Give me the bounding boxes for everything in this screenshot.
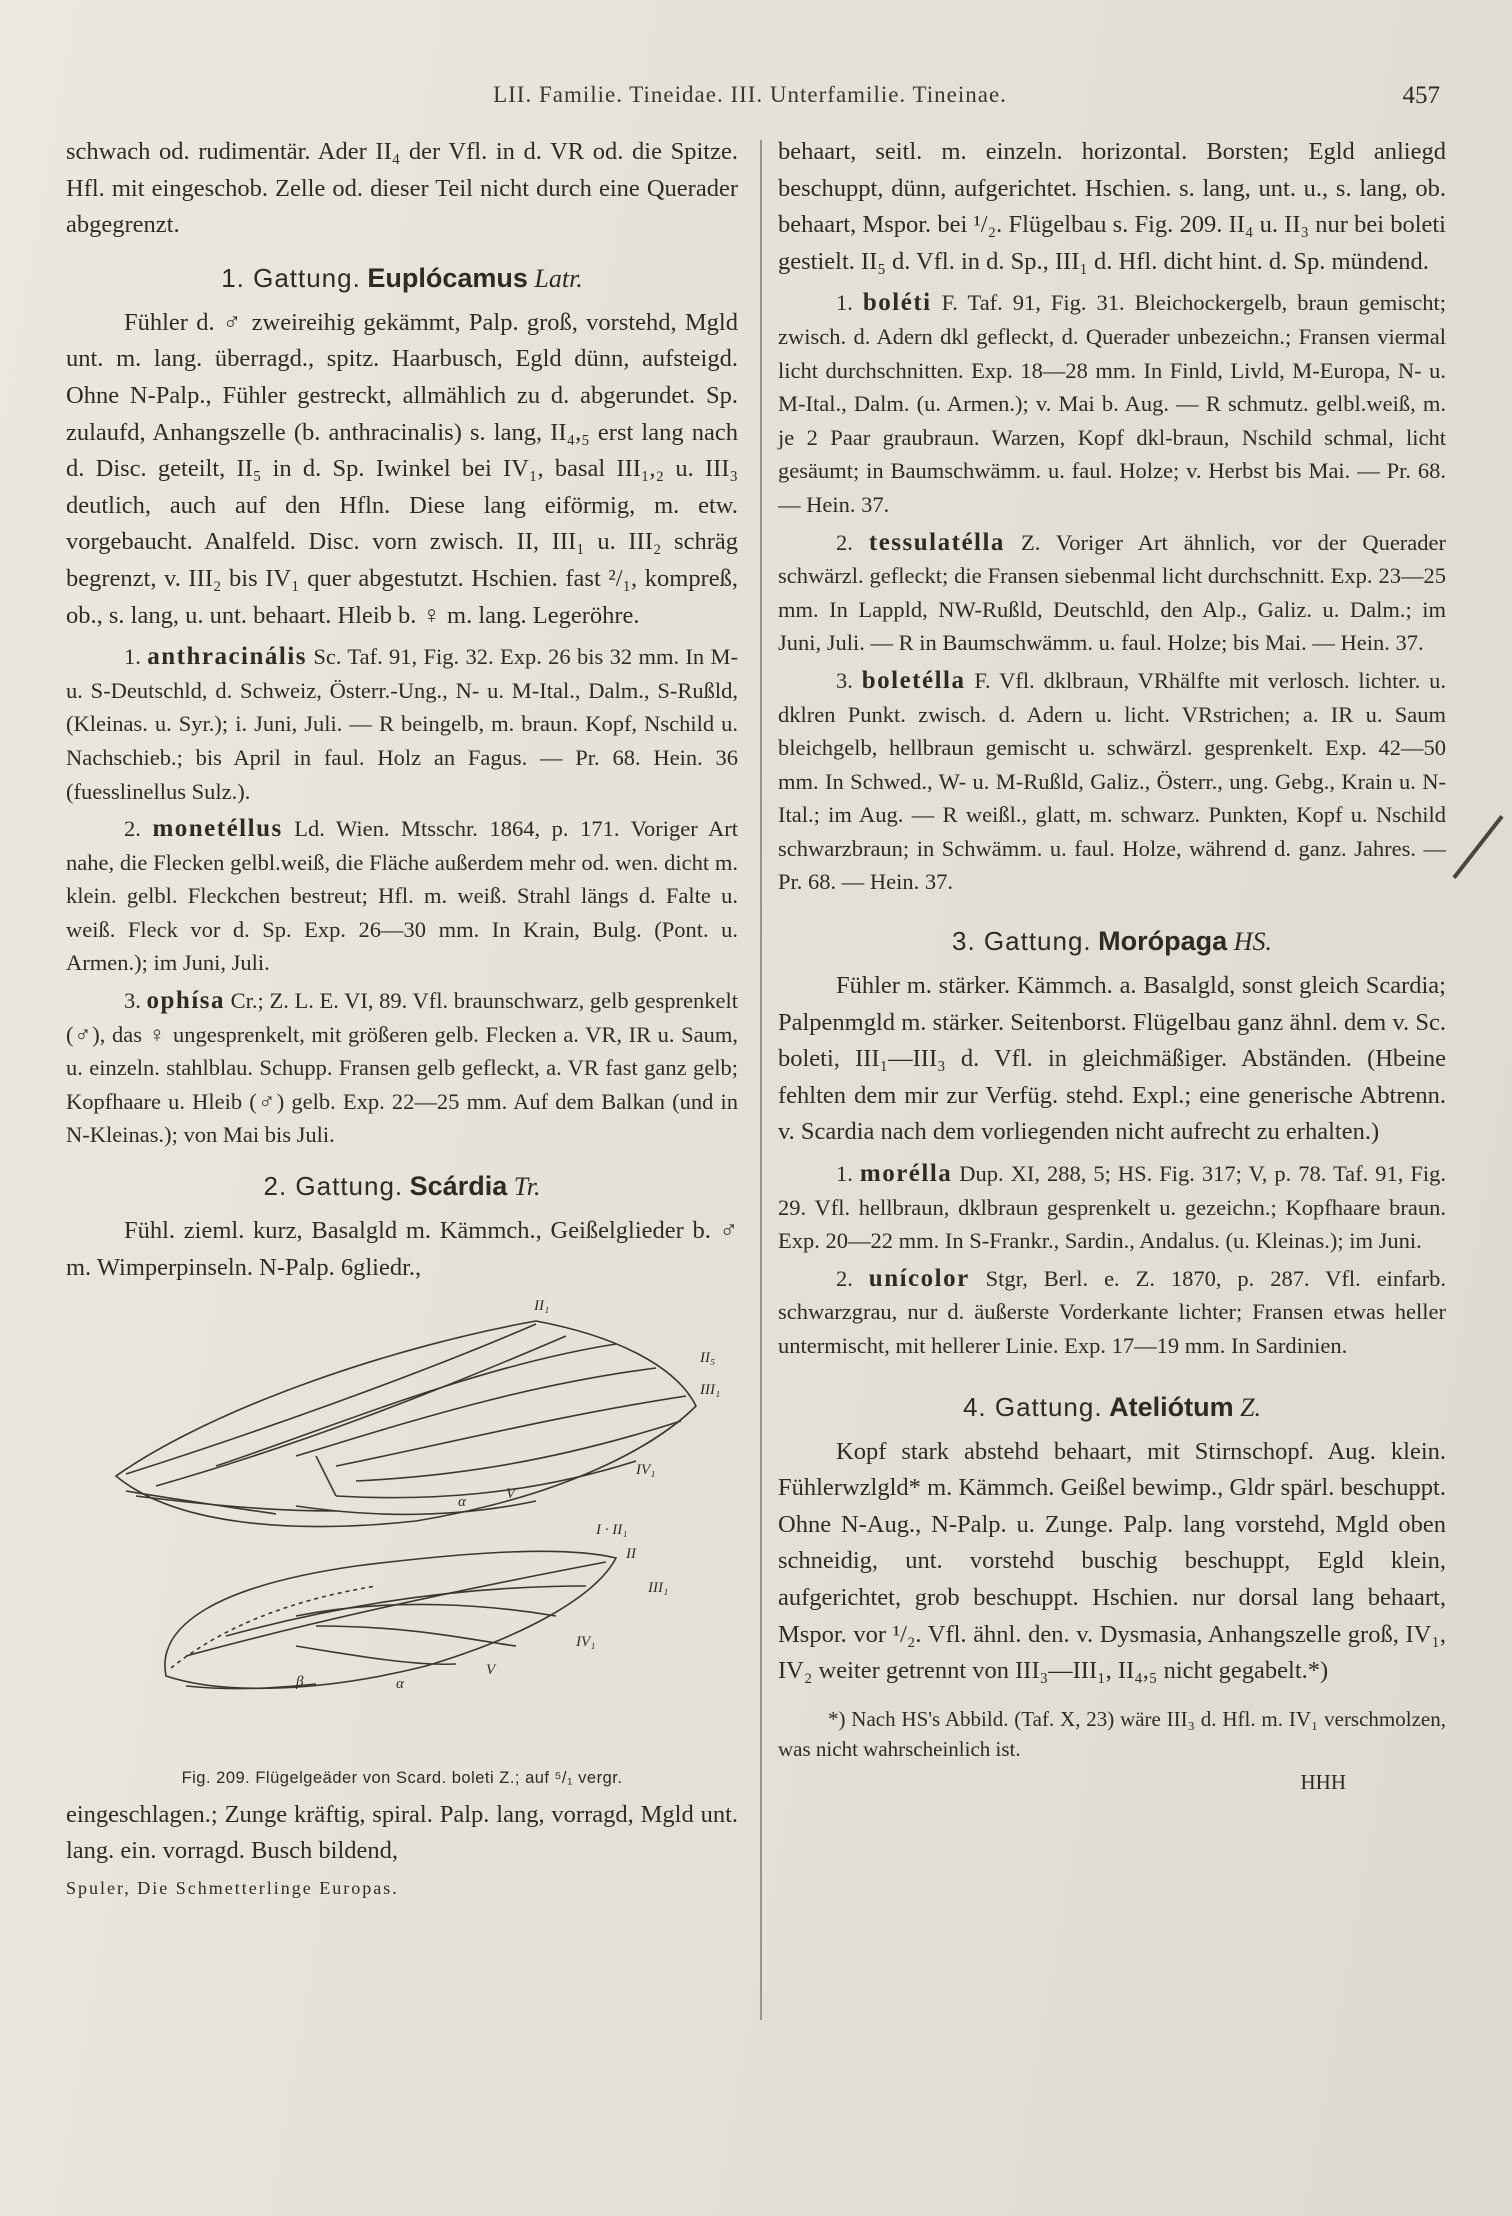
book-footer: Spuler, Die Schmetterlinge Europas. <box>66 1878 399 1898</box>
signature-mark: HHH <box>1300 1769 1346 1794</box>
genus-name: Morópaga <box>1098 926 1228 957</box>
genus-author: Z. <box>1240 1392 1262 1422</box>
species-number: 3. <box>124 988 141 1014</box>
species-number: 1. <box>836 290 853 316</box>
pencil-mark <box>1452 815 1503 879</box>
genus-author: Latr. <box>534 263 583 293</box>
running-title: LII. Familie. Tineidae. III. Unterfamilie. Tineinae. <box>493 82 1007 107</box>
genus-description: Kopf stark abstehd behaart, mit Stirnschopf. Aug. klein. Fühlerwzlgld* m. Kämmch. Geißel bewimp., Gldr spärl. beschuppt. Ohne N-Aug., N-Palp. u. Zunge. Palp. lang vorstehd, Mgld oben schneidig, unt. vorstehd buschig beschuppt, Egld klein, aufgerichtet, grob beschuppt. Hschien. nur dorsal lang behaart, Mspor. vor ¹/₂. Vfl. ähnl. den. v. Dysmasia, Anhangszelle groß, IV₁, IV₂ weiter getrennt von III₃—III₁, II₄,₅ nicht gegabelt.*) <box>778 1437 1446 1685</box>
genus-heading-morophaga <box>778 921 1446 962</box>
genus-number: 1. Gattung. <box>221 262 361 293</box>
genus-heading-ateliotum <box>778 1387 1446 1428</box>
species-text: Ld. Wien. Mtsschr. 1864, p. 171. Voriger Art nahe, die Flecken gelbl.weiß, die Fläche außerdem mehr od. wen. dicht m. klein. gelbl. Fleckchen bestreut; Hfl. m. weiß. Strahl längs d. Falte u. weiß. Fleck vor d. Sp. Exp. 26—30 mm. In Krain, Bulg. (Pont. u. Armen.); im Juni, Juli. <box>66 816 739 976</box>
species-number: 2. <box>836 529 853 555</box>
species-entry <box>66 812 738 980</box>
species-name: ophísa <box>146 987 226 1015</box>
page-header <box>60 82 1440 122</box>
vein-label: III₁ <box>700 1382 721 1399</box>
species-name: morélla <box>859 1160 953 1188</box>
species-entry <box>66 984 738 1152</box>
vein-label: α <box>458 1494 466 1511</box>
genus-number: 4. Gattung. <box>962 1391 1103 1422</box>
species-text: Stgr, Berl. e. Z. 1870, p. 287. Vfl. einfarb. schwarzgrau, nur d. äußerste Vorderkante lichter; Fransen etwas heller untermischt, mit hellerer Linie. Exp. 17—19 mm. In Sardinien. <box>778 1265 1446 1358</box>
species-entry <box>778 526 1446 660</box>
species-number: 1. <box>124 644 141 670</box>
species-entry <box>66 640 738 808</box>
intro-paragraph: behaart, seitl. m. einzeln. horizontal. Borsten; Egld anliegd beschuppt, dünn, aufgerichtet. Hschien. s. lang, unt. u., s. lang, ob. behaart, Mspor. bei ¹/₂. Flügelbau s. Fig. 209. II₄ u. II₃ nur bei boleti gestielt. II₅ d. Vfl. in d. Sp., III₁ d. Hfl. dicht hint. d. Sp. mündend. <box>778 138 1446 275</box>
wing-venation-drawing <box>96 1296 721 1716</box>
continuation-paragraph: eingeschlagen.; Zunge kräftig, spiral. Palp. lang, vorragd, Mgld unt. lang. ein. vorragd. Busch bildend, <box>66 1800 738 1865</box>
species-number: 2. <box>124 816 141 842</box>
species-number: 2. <box>836 1265 853 1291</box>
genus-author: Tr. <box>513 1172 541 1202</box>
species-entry <box>778 1262 1446 1363</box>
species-entry <box>778 664 1446 899</box>
vein-label: I · II₁ <box>596 1522 628 1539</box>
genus-author: HS. <box>1233 927 1272 957</box>
species-number: 1. <box>836 1161 853 1187</box>
wing-venation-figure <box>66 1296 738 1756</box>
species-text: Cr.; Z. L. E. VI, 89. Vfl. braunschwarz, gelb gesprenkelt (♂), das ♀ ungesprenkelt, mit größeren gelb. Flecken a. VR, IR u. Saum, u. einzeln. stahlblau. Schupp. Fransen gelb gefleckt, a. VR fast ganz gelb; Kopfhaare u. Hleib (♂) gelb. Exp. 22—25 mm. Auf dem Balkan (und in N-Kleinas.); von Mai bis Juli. <box>66 988 739 1148</box>
page-number: 457 <box>1402 82 1440 109</box>
species-name: unícolor <box>868 1264 970 1292</box>
column-divider <box>760 140 762 2020</box>
intro-paragraph: schwach od. rudimentär. Ader II₄ der Vfl. in d. VR od. die Spitze. Hfl. mit eingeschob. Zelle od. dieser Teil nicht durch eine Querader abgegrenzt. <box>66 138 738 239</box>
vein-label: IV₁ <box>636 1462 656 1479</box>
species-name: boletélla <box>861 666 966 694</box>
genus-number: 3. Gattung. <box>952 926 1092 957</box>
genus-description: Fühler d. ♂ zweireihig gekämmt, Palp. groß, vorstehd, Mgld unt. m. lang. überragd., spitz. Haarbusch, Egld dünn, aufsteigd. Ohne N-Palp., Fühler gestreckt, allmählich zu d. abgerundet. Sp. zulaufd, Anhangszelle (b. anthracinalis) s. lang, II₄,₅ erst lang nach d. Disc. geteilt, II₅ in d. Sp. Iwinkel bei IV₁, basal III₁,₂ u. III₃ deutlich, auch auf den Hfln. Diese lang eiförmig, m. etw. vorgebaucht. Analfeld. Disc. vorn zwisch. II, III₁ u. III₂ schräg begrenzt, v. III₂ bis IV₁ quer abgestutzt. Hschien. fast ²/₁, kompreß, ob., s. lang, u. unt. behaart. Hleib b. ♀ m. lang. Legeröhre. <box>66 308 738 629</box>
species-name: boléti <box>862 289 932 317</box>
genus-description: Fühl. zieml. kurz, Basalgld m. Kämmch., Geißelglieder b. ♂ m. Wimperpinseln. N-Palp. 6gliedr., <box>66 1217 738 1281</box>
species-number: 3. <box>836 667 853 693</box>
species-entry <box>778 1157 1446 1258</box>
vein-label: II₁ <box>534 1298 550 1315</box>
genus-number: 2. Gattung. <box>263 1171 404 1202</box>
genus-heading-euplocamus <box>66 258 738 299</box>
genus-name: Ateliótum <box>1109 1391 1234 1422</box>
genus-name: Euplócamus <box>367 262 528 293</box>
vein-label: V <box>506 1486 516 1503</box>
species-entry <box>778 286 1446 521</box>
species-text: Dup. XI, 288, 5; HS. Fig. 317; V, p. 78. Taf. 91, Fig. 29. Vfl. hellbraun, dklbraun gesprenkelt u. gezeichn.; Kopfhaare braun. Exp. 20—22 mm. In S-Frankr., Sardin., Andalus. (u. Kleinas.); im Juni. <box>778 1161 1447 1254</box>
species-text: F. Vfl. dklbraun, VRhälfte mit verlosch. lichter. u. dklren Punkt. zwisch. d. Adern u. licht. VRstrichen; a. IR u. Saum bleichgelb, hellbraun gemischt u. schwärzl. gesprenkelt. Exp. 42—50 mm. In Schwed., W- u. M-Rußld, Galiz., Österr., ung. Gebg., Krain u. N-Ital.; im Aug. — R weißl., glatt, m. schwarz. Punkten, Kopf u. Nschild schwarzbraun; in Schwämm. u. faul. Holze, während d. ganz. Jahres. — Pr. 68. — Hein. 37. <box>778 667 1446 895</box>
genus-name: Scárdia <box>409 1171 508 1202</box>
species-name: monetéllus <box>152 815 283 843</box>
species-text: Sc. Taf. 91, Fig. 32. Exp. 26 bis 32 mm. In M- u. S-Deutschld, d. Schweiz, Österr.-Ung., N- u. M-Ital., Dalm., S-Rußld, (Kleinas. u. Syr.); i. Juni, Juli. — R beingelb, m. braun. Kopf, Nschild u. Nachschieb.; bis April in faul. Holz an Fagus. — Pr. 68. Hein. 36 (fuesslinellus Sulz.). <box>66 644 738 804</box>
right-column <box>778 134 1446 1800</box>
vein-label: IV₁ <box>576 1634 596 1651</box>
species-name: tessulatélla <box>868 528 1005 556</box>
vein-label: II₅ <box>700 1350 716 1367</box>
species-text: Z. Voriger Art ähnlich, vor der Querader schwärzl. gefleckt; die Fransen siebenmal licht durchschnitt. Exp. 23—25 mm. In Lappld, NW-Rußld, Deutschld, den Alp., Galiz. u. Dalm.; im Juni, Juli. — R in Baumschwämm. u. faul. Holze; bis Mai. — Hein. 37. <box>778 529 1447 656</box>
figure-caption: Fig. 209. Flügelgeäder von Scard. boleti Z.; auf ⁵/₁ vergr. <box>181 1769 623 1788</box>
vein-label: α <box>396 1676 404 1693</box>
species-name: anthracinális <box>147 643 308 671</box>
left-column <box>66 134 738 1907</box>
vein-label: V <box>486 1662 496 1679</box>
species-text: F. Taf. 91, Fig. 31. Bleichockergelb, braun gemischt; zwisch. d. Adern dkl gefleckt, d. Querader unbezeichn.; Fransen viermal licht durchschnitten. Exp. 18—28 mm. In Finld, Livld, M-Europa, N- u. M-Ital., Dalm. (u. Armen.); v. Mai b. Aug. — R schmutz. gelbl.weiß, m. je 2 Paar graubraun. Warzen, Kopf dkl-braun, Nschild schmal, licht gesäumt; in Baumschwämm. u. faul. Holze; v. Herbst bis Mai. — Pr. 68. — Hein. 37. <box>778 290 1447 517</box>
vein-label: III₁ <box>648 1580 669 1597</box>
footnote: *) Nach HS's Abbild. (Taf. X, 23) wäre III₃ d. Hfl. m. IV₁ verschmolzen, was nicht wahrscheinlich ist. <box>778 1706 1446 1761</box>
vein-label: β <box>296 1674 304 1691</box>
genus-description: Fühler m. stärker. Kämmch. a. Basalgld, sonst gleich Scardia; Palpenmgld m. stärker. Seitenborst. Flügelbau ganz ähnl. dem v. Sc. boleti, III₁—III₃ d. Vfl. in gleichmäßiger. Abständen. (Hbeine fehlten dem mir zur Verfüg. stehd. Expl.; eine generische Abtrenn. v. Scardia nach dem vorliegenden nicht aufrecht zu erhalten.) <box>778 972 1446 1146</box>
genus-heading-scardia <box>66 1166 738 1207</box>
vein-label: II <box>626 1546 636 1563</box>
